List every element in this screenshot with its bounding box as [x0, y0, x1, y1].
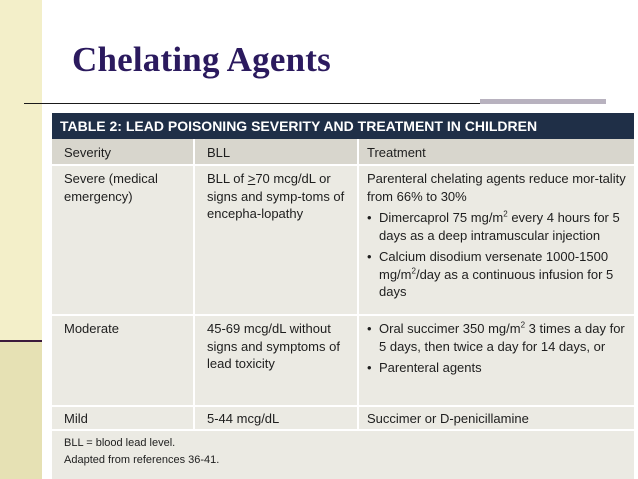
bullet-icon: •	[367, 210, 372, 225]
bullet-text: Parenteral agents	[379, 360, 482, 375]
bll-cell: 5-44 mcg/dL	[193, 407, 357, 429]
bullet-text: Dimercaprol 75 $mg/m^2$ every 4 hours for 5 days as a deep intramuscular injection	[379, 209, 620, 243]
treatment-cell	[357, 316, 634, 405]
table-row	[52, 166, 634, 316]
title-rule-line	[24, 103, 480, 104]
slide-title: Chelating Agents	[72, 40, 331, 79]
note-abbreviation: BLL = blood lead level.	[64, 437, 176, 449]
table-notes	[52, 431, 634, 469]
left-decor-line	[0, 340, 42, 342]
list-item	[367, 359, 626, 377]
table-title: TABLE 2: LEAD POISONING SEVERITY AND TREATMENT IN CHILDREN	[52, 113, 634, 139]
severity-cell: Mild	[64, 411, 88, 426]
left-decor-bar-lower	[0, 340, 42, 479]
bullet-text: Calcium disodium versenate 1000-1500 $mg/m^2$/day as a continuous infusion for 5 days	[379, 249, 614, 299]
bll-cell	[193, 166, 357, 314]
bullet-icon: •	[367, 321, 372, 336]
title-rule-bar	[480, 99, 606, 104]
table-row	[52, 316, 634, 407]
bll-symbol: >	[247, 171, 256, 186]
severity-cell: Moderate	[64, 321, 119, 336]
list-item	[367, 209, 626, 244]
severity-cell: Severe (medical emergency)	[64, 171, 158, 204]
treatment-cell: Succimer or D-penicillamine	[357, 407, 634, 429]
treatment-cell	[357, 166, 634, 314]
table-header-row	[52, 139, 634, 166]
bullet-icon: •	[367, 249, 372, 264]
bll-rest: 70 mcg/dL or signs and symp-toms of encepha-lopathy	[207, 171, 345, 221]
note-references: Adapted from references 36-41.	[64, 454, 220, 466]
bullet-icon: •	[367, 360, 372, 375]
treatment-table	[52, 113, 634, 479]
list-item	[367, 248, 626, 301]
bll-cell: 45-69 mcg/dL without signs and symptoms of lead toxicity	[193, 316, 357, 405]
bll-prefix: BLL of	[207, 171, 248, 186]
header-severity: Severity	[64, 145, 111, 160]
treatment-intro: Parenteral chelating agents reduce mor-tality from 66% to 30%	[367, 171, 626, 204]
table-row	[52, 407, 634, 431]
bullet-text: Oral succimer 350 $mg/m^2$ 3 times a day for 5 days, then twice a day for 14 days, or	[379, 320, 625, 354]
list-item	[367, 320, 626, 355]
header-bll: BLL	[193, 139, 357, 164]
header-treatment: Treatment	[357, 139, 634, 164]
